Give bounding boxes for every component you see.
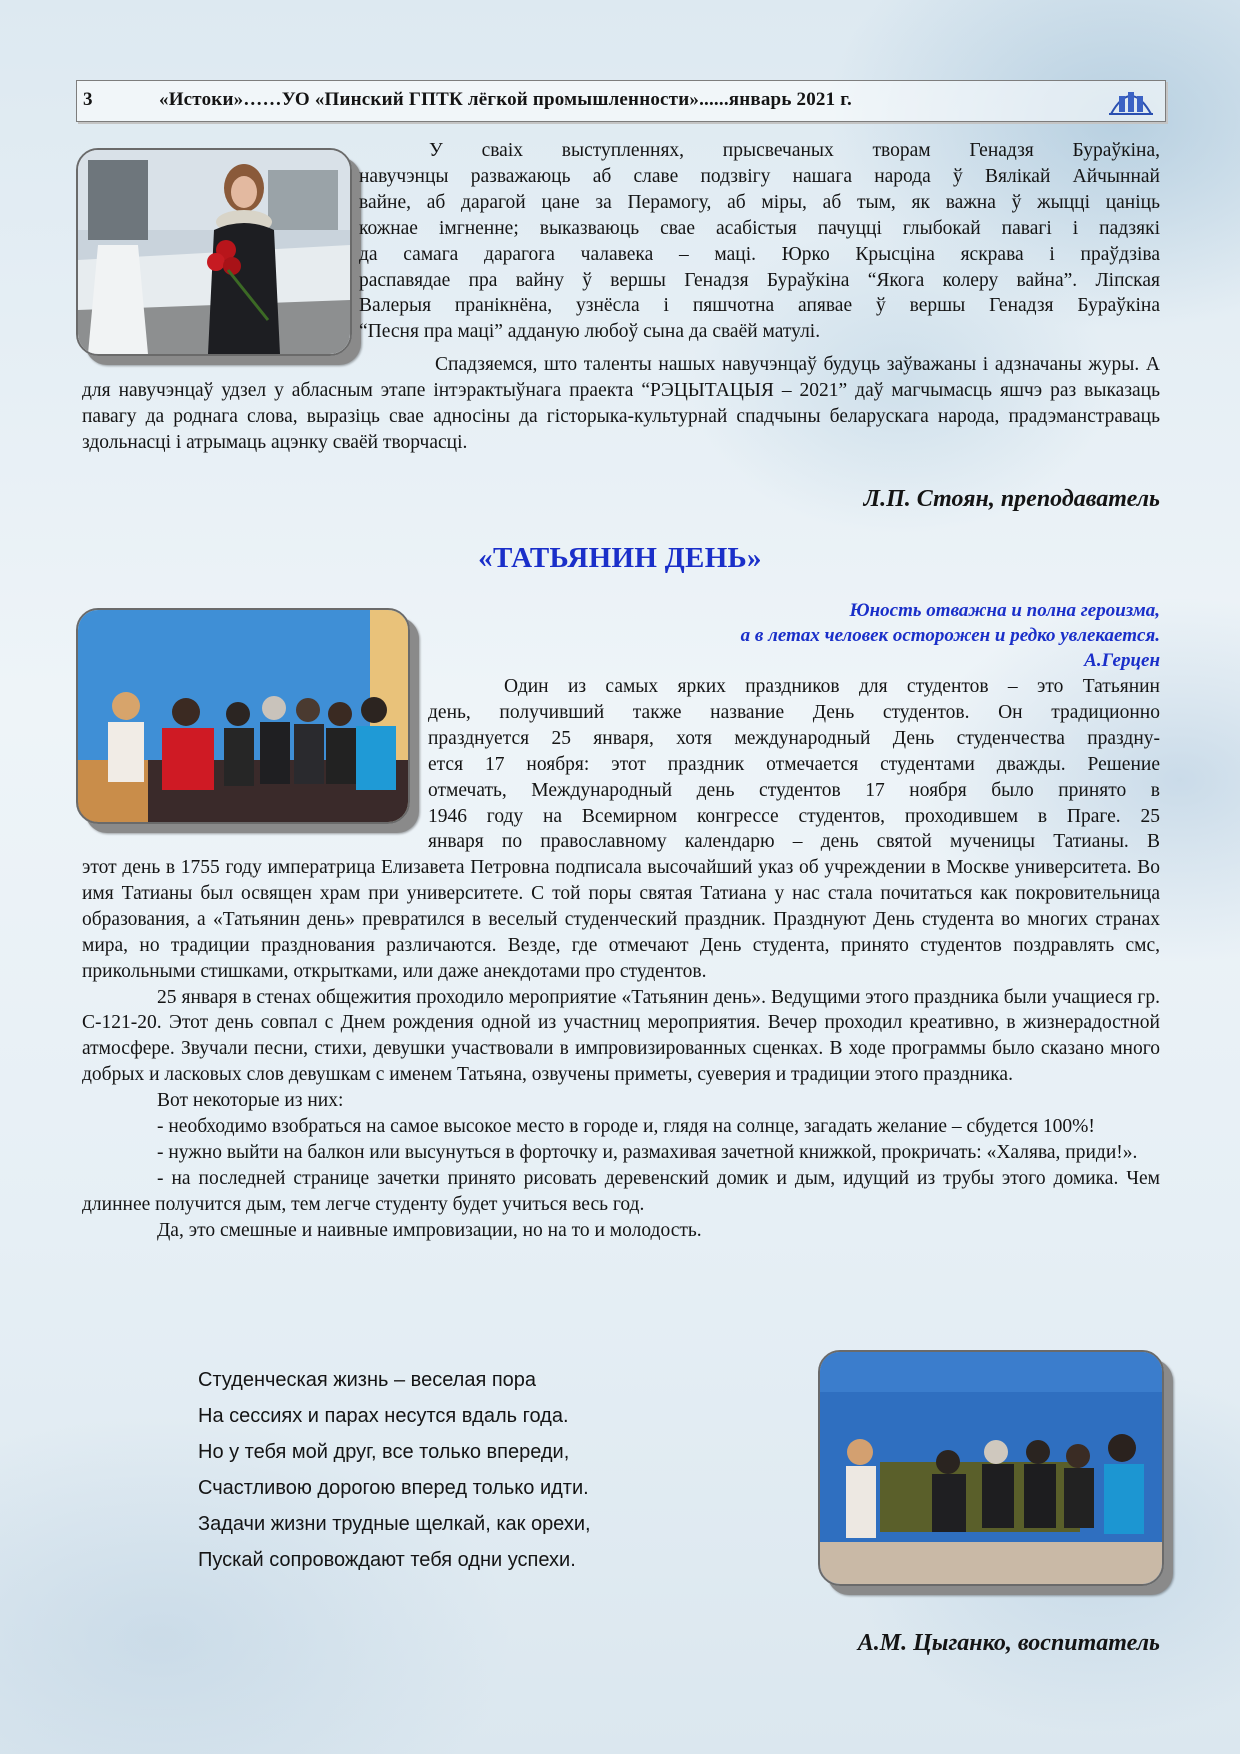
omen-item: - нужно выйти на балкон или высунуться в форточку и, размахивая зачетной книжкой, прокричать: «Халява, приди!». [157, 1141, 1138, 1163]
poem-line: Пускай сопровождают тебя одни успехи. [198, 1549, 576, 1571]
paragraph: Вот некоторые из них: [157, 1090, 344, 1112]
poem-line: На сессиях и парах несутся вдаль года. [198, 1405, 569, 1427]
photo-student-with-flowers [76, 148, 352, 356]
article1-wrapped-paragraph [359, 138, 1160, 345]
poem-line: Счастливою дорогою вперед только идти. [198, 1477, 589, 1499]
omen-item: - необходимо взобраться на самое высокое место в городе и, глядя на солнце, загадать желание – сбудется 100%! [157, 1116, 1095, 1138]
text-line: Один из самых ярких праздников для студентов – это Татьянин [504, 676, 1160, 697]
article2-title: «ТАТЬЯНИН ДЕНЬ» [478, 542, 762, 574]
paragraph: 25 января в стенах общежития проходило мероприятие «Татьянин день». Ведущими этого праздника были учащиеся гр. С-121-20. Этот день совпал с Днем рождения одной из участниц мероприятия. Вечер проходил креативно, в жизнерадостной атмосфере. Звучали песни, стихи, девушки участвовали в импровизированных сценках. В ходе программы было сказано много добрых и ласковых слов девушкам с именем Татьяна, озвучены приметы, суеверия и традиции этого праздника. [82, 986, 1160, 1086]
text-line: января по православному календарю – день святой мученицы Татианы. В [428, 831, 1160, 853]
text-line: вайне, аб дарагой цане за Перамогу, аб міры, аб тым, як важна ў жыцці цаніць [359, 191, 1160, 213]
text-line: навучэнцы разважаюць аб славе подзвігу нашага народа ў Вялікай Айчыннай [359, 165, 1160, 187]
page-header [76, 80, 1166, 122]
poem-line: Но у тебя мой друг, все только впереди, [198, 1441, 570, 1463]
text-line: Валерыя пранікнёна, узнёсла і пяшчотна апявае ў вершы Генадзя Бураўкіна [359, 295, 1160, 317]
text-line: отмечать, Международный день студентов 17 ноября было принято в [428, 779, 1160, 801]
article2-body [82, 855, 1160, 1244]
college-logo-icon [1107, 84, 1155, 118]
text-line: кожнае імгненне; выказваюць свае асабістыя пачуцці глыбокай павагі і падзякі [359, 217, 1160, 239]
article2-signature: А.М. Цыганко, воспитатель [857, 1630, 1160, 1656]
photo-group-celebration [818, 1350, 1164, 1586]
text-line: распавядае пра вайну ў вершы Генадзя Бураўкіна “Якога колеру вайна”. Ліпская [359, 269, 1160, 291]
epigraph-line: а в летах человек осторожен и редко увлекается. [740, 625, 1160, 646]
paragraph: Да, это смешные и наивные импровизации, но на то и молодость. [157, 1219, 702, 1241]
text-line: празднуется 25 января, хотя международный День студенчества праздну- [428, 727, 1160, 749]
epigraph [741, 598, 1160, 673]
epigraph-author: А.Герцен [1084, 650, 1160, 671]
paragraph: этот день в 1755 году императрица Елизавета Петровна подписала высочайший указ об учреждении в Москве университета. Во имя Татианы был освящен храм при университете. С той поры святая Татиана у нас стала почитаться как покровительница образования, а «Татьянин день» превратился в веселый студенческий праздник. Празднуют День студента во многих странах мира, но традиции празднования различаются. Везде, где отмечают День студента, принято студентов поздравлять смс, прикольными стишками, открытками, или даже анекдотами про студентов. [82, 857, 1160, 982]
text-line: ется 17 ноября: этот праздник отмечается студентами дважды. Решение [428, 753, 1160, 775]
epigraph-line: Юность отважна и полна героизма, [849, 600, 1160, 621]
page-number: 3 [83, 89, 93, 110]
photo-group-on-sofa [76, 608, 410, 824]
text-line: да самага дарагога чалавека – маці. Юрко Крысціна яскрава і праўдзіва [359, 243, 1160, 265]
article1-paragraph-2: Спадзяемся, што таленты нашых навучэнцаў будуць заўважаны і адзначаны журы. А для навучэнцаў удзел у абласным этапе інтэрактыўнага праекта “РЭЦЫТАЦЫЯ – 2021” даў магчымасць яшчэ раз выказаць павагу да роднага слова, выразіць свае адносіны да гісторыка-культурнай спадчыны беларускага народа, прадэманстраваць здольнасці і атрымаць ацэнку сваёй творчасці. [82, 354, 1160, 453]
poem-line: Задачи жизни трудные щелкай, как орехи, [198, 1513, 591, 1535]
article2-wrapped-intro [428, 674, 1160, 855]
text-line: “Песня пра маці” адданую любоў сына да сваёй матулі. [359, 321, 821, 343]
text-line: день, получивший также название День студентов. Он традиционно [428, 701, 1160, 723]
omen-item: - на последней странице зачетки принято рисовать деревенский домик и дым, идущий из трубы этого домика. Чем длиннее получится дым, тем легче студенту будет учиться весь год. [82, 1167, 1160, 1215]
article1-signature: Л.П. Стоян, преподаватель [863, 486, 1160, 512]
poem-line: Студенческая жизнь – веселая пора [198, 1369, 537, 1391]
text-line: 1946 году на Всемирном конгрессе студентов, проходившем в Праге. 25 [428, 805, 1160, 827]
poem [198, 1362, 591, 1578]
header-title: «Истоки»……УО «Пинский ГПТК лёгкой промышленности»......январь 2021 г. [159, 89, 852, 110]
text-line: У сваіх выступленнях, прысвечаных творам Генадзя Бураўкіна, [429, 140, 1160, 161]
